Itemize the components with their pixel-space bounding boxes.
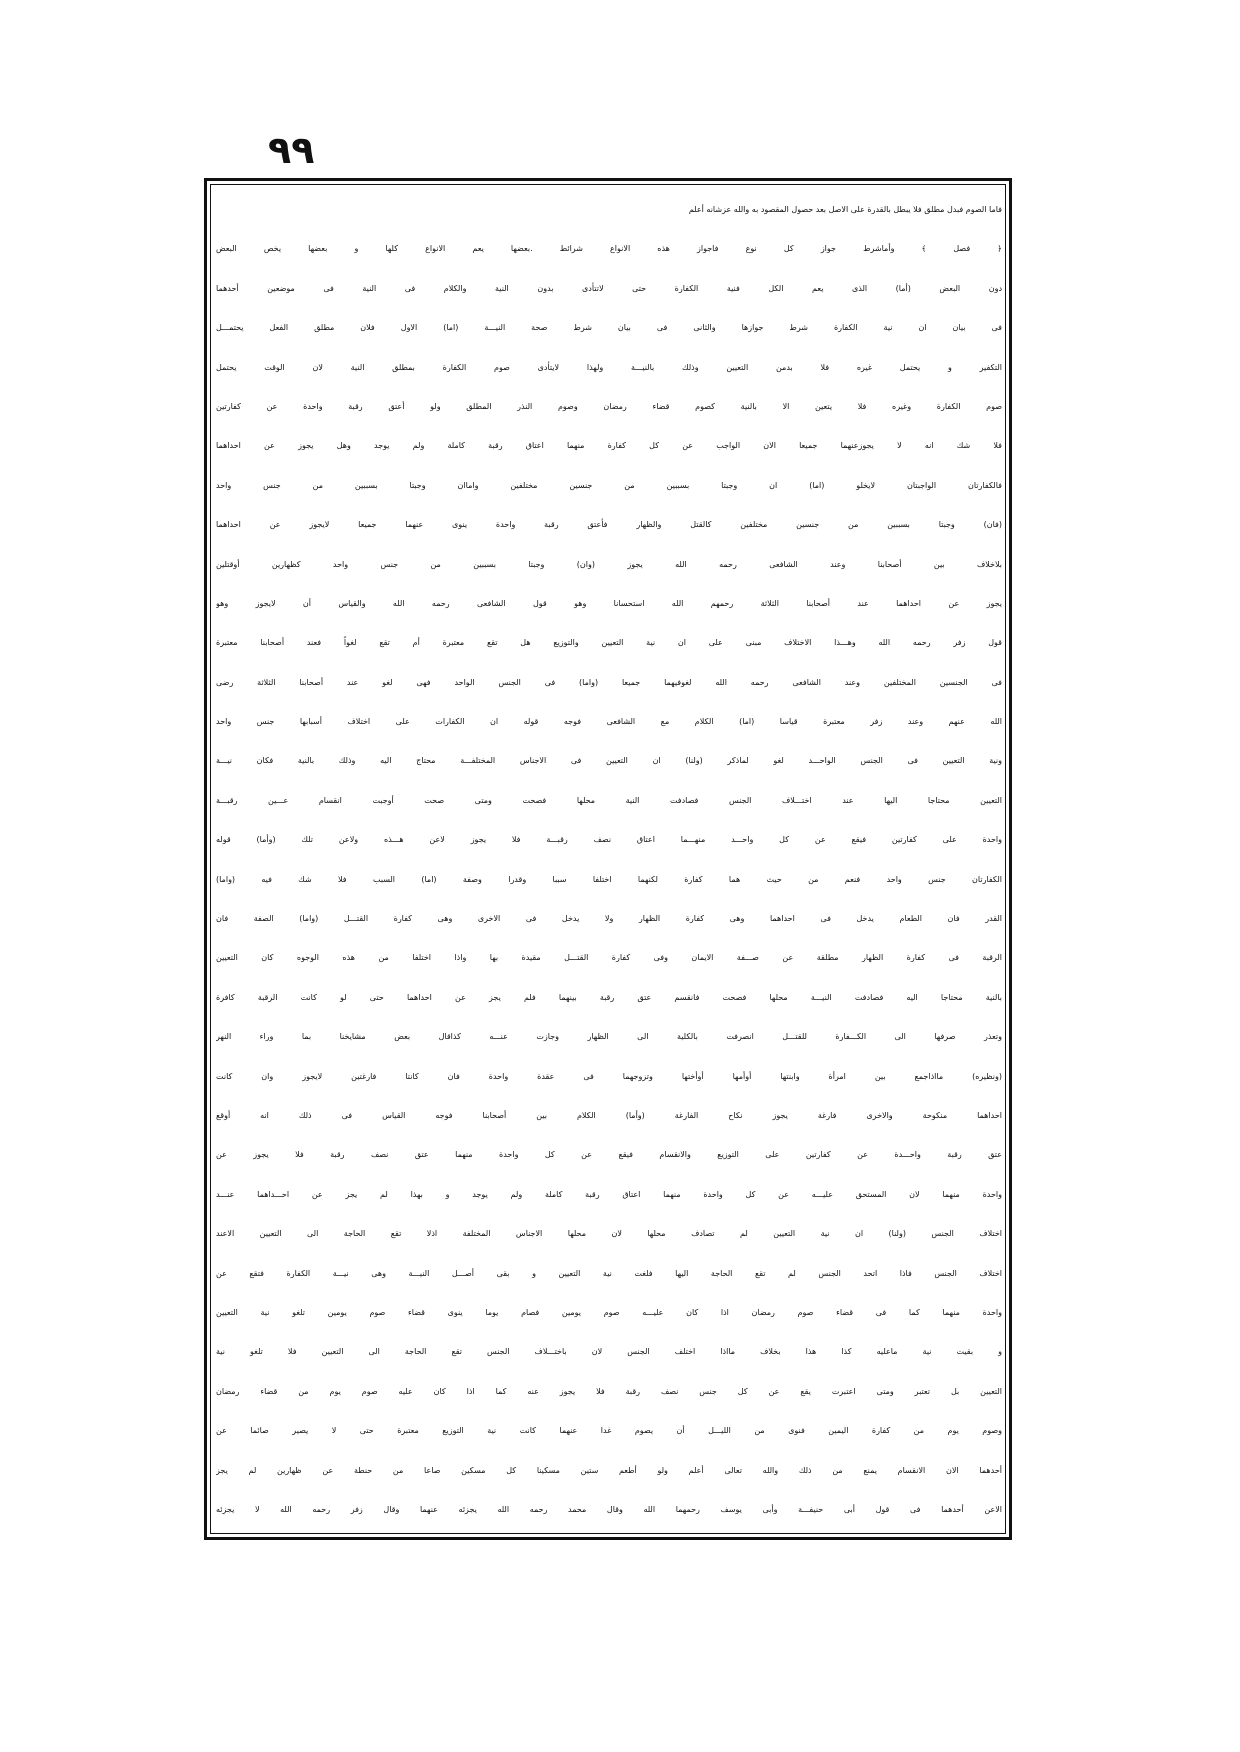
text-line bbox=[216, 269, 1002, 308]
text-line-content: اختلاف الجنس فاذا اتحد الجنس لم تقع الحاجة اليها فلغت نية التعيين و بقى أصـــل النيـــة وهى نيـــة الكفارة فتقع عن bbox=[216, 1268, 1002, 1278]
text-line bbox=[216, 1332, 1002, 1371]
text-line bbox=[216, 387, 1002, 426]
text-line-content: دون البعض (أما) الذى يعم الكل فنية الكفارة حتى لاتتأدى بدون النية والكلام فى النية فى موضعين أحدهما bbox=[216, 283, 1002, 293]
page-number: ٩٩ bbox=[268, 128, 315, 172]
text-line-content: بالنية محتاجا اليه فصادفت النيـــة محلها فصحت فانقسم عتق رقبة بينهما فلم يجز عن احداهما حتى لو كانت الرقبة كافرة bbox=[216, 992, 1002, 1002]
text-line-content: و بقيت نية ماعليه كذا هذا بخلاف مااذا اختلف الجنس لان باختـــلاف الجنس تقع الحاجة الى التعيين فلا تلغو نية bbox=[216, 1347, 1002, 1357]
text-line bbox=[216, 702, 1002, 741]
text-line-content: الله عنهم وعند زفر معتبرة قياسا (اما) الكلام مع الشافعى فوجه قوله ان الكفارات على اختلاف أسبابها جنس واحد bbox=[216, 717, 1002, 727]
text-line bbox=[216, 1254, 1002, 1293]
text-line bbox=[216, 1451, 1002, 1490]
text-line bbox=[216, 1293, 1002, 1332]
text-line-content: وتعذر صرفها الى الكـــفارة للقتـــل انصرفت بالكلية الى الظهار وجازت عنـــه كذاقال بعض مشايخنا بما وراء النهر bbox=[216, 1032, 1002, 1042]
text-line-content: فاما الصوم فبدل مطلق فلا يبطل بالقدرة على الاصل بعد حصول المقصود به والله عزشانه أعلم bbox=[688, 205, 1002, 214]
text-line-content: الاعن أحدهما فى قول أبى حنيفـــة وأبى يوسف رحمهما الله وقال محمد رحمه الله يجزئه عنهما وقال زفر رحمه الله لا يجزئه bbox=[216, 1504, 1002, 1514]
text-line bbox=[216, 308, 1002, 347]
text-line-content: بلاخلاف بين أصحابنا وعند الشافعى رحمه الله يجوز (وان) وجبتا بسببين من جنس واحد كظهارين أوقتلين bbox=[216, 559, 1002, 569]
text-line-content: القدر فان الطعام يدخل فى احداهما وهى كفارة الظهار ولا يدخل فى الاخرى وهى كفارة القتـــل (واما) الصفة فان bbox=[216, 914, 1002, 924]
text-line bbox=[216, 663, 1002, 702]
text-line-content: (ونظيره) مااذاجمع بين امرأة وابنتها أوأمها أوأختها وتزوجهما فى عقدة واحدة فان كانتا فارغتين لايجوز وان كانت bbox=[216, 1071, 1002, 1081]
text-line bbox=[216, 505, 1002, 544]
text-line bbox=[216, 938, 1002, 977]
text-line bbox=[216, 1096, 1002, 1135]
text-line bbox=[216, 1017, 1002, 1056]
text-line-content: واحدة منهما كما فى قضاء صوم رمضان اذا كان عليـــه صوم يومين فصام يوما ينوى قضاء صوم يومين تلغو نية التعيين bbox=[216, 1307, 1002, 1317]
text-line bbox=[216, 1490, 1002, 1529]
text-line-content: (فان) وجبتا بسببين من جنسين مختلفين كالقتل والظهار فأعتق رقبة واحدة ينوى عنهما جميعا لايجوز عن احداهما bbox=[216, 520, 1002, 530]
text-line-content: وصوم يوم من كفارة اليمين فنوى من الليـــل أن يصوم غدا عنهما كانت نية التوزيع معتبرة حتى لا يصير صائما عن bbox=[216, 1426, 1002, 1436]
text-line bbox=[216, 741, 1002, 780]
text-line-content: فى الجنسين المختلفين وعند الشافعى رحمه الله لغوفيهما جميعا (واما) فى الجنس الواحد فهى لغو عند أصحابنا الثلاثة رضى bbox=[216, 677, 1002, 687]
text-line-content: واحدة على كفارتين فيقع عن كل واحـــد منهـــما اعتاق نصف رقبـــة فلا يجوز لاعن هـــذه ولاعن تلك (وأما) قوله bbox=[216, 835, 1002, 845]
text-line bbox=[216, 1135, 1002, 1174]
text-line bbox=[216, 899, 1002, 938]
text-line bbox=[216, 348, 1002, 387]
text-line-content: التعيين بل تعتبر ومتى اعتبرت يقع عن كل جنس نصف رقبة فلا يجوز عنه كما اذا كان عليه صوم يوم من قضاء رمضان bbox=[216, 1386, 1002, 1396]
text-line-content: الكفارتان جنس واحد فنعم من حيث هما كفارة لكنهما اختلفا سببا وقدرا وصفة (اما) السبب فلا شك فيه (واما) bbox=[216, 874, 1002, 884]
text-line bbox=[216, 545, 1002, 584]
text-line-content: ﴿ فصل ﴾ وأماشرط جواز كل نوع فاجواز هذه الانواع شرائط .بعضها يعم الانواع كلها و بعضها يخص البعض bbox=[216, 244, 1002, 254]
text-line-content: قول زفر رحمه الله وهـــذا الاختلاف مبنى على ان نية التعيين والتوزيع هل تقع معتبرة أم تقع لغواً فعند أصحابنا معتبرة bbox=[216, 638, 1002, 648]
text-line-content: الرقبة فى كفارة الظهار مطلقة عن صـــفة الايمان وفى كفارة القتـــل مقيدة بها واذا اختلفا من هذه الوجوه كان التعيين bbox=[216, 953, 1002, 963]
text-line bbox=[216, 820, 1002, 859]
text-line-content: اختلاف الجنس (ولنا) ان نية التعيين لم تصادف محلها لان محلها الاجناس المختلفة اذلا تقع الحاجة الى التعيين الاعند bbox=[216, 1229, 1002, 1239]
text-line-content: احداهما منكوحة والاخرى فارغة يجوز نكاح الفارغة (وأما) الكلام بين أصحابنا فوجه القياس فى ذلك انه أوقع bbox=[216, 1110, 1002, 1120]
text-line bbox=[216, 584, 1002, 623]
body-text bbox=[216, 190, 1002, 1529]
text-line bbox=[216, 1214, 1002, 1253]
text-line-content: ونية التعيين فى الجنس الواحـــد لغو لماذكر (ولنا) ان التعيين فى الاجناس المختلفـــة محتاج اليه وذلك بالنية فكان نيـــة bbox=[216, 756, 1002, 766]
text-line-content: عتق رقبة واحـــدة عن كفارتين على التوزيع والانقسام فيقع عن كل واحدة منهما عتق نصف رقبة فلا يجوز عن bbox=[216, 1150, 1002, 1160]
text-line bbox=[216, 1372, 1002, 1411]
text-line bbox=[216, 781, 1002, 820]
text-line bbox=[216, 978, 1002, 1017]
text-line-content: يجوز عن احداهما عند أصحابنا الثلاثة رحمهم الله استحسانا وهو قول الشافعى رحمه الله والقياس أن لايجوز وهو bbox=[216, 598, 1002, 608]
text-line-content: التعيين محتاجا اليها عند اختـــلاف الجنس فصادفت النية محلها فصحت ومتى صحت أوجبت انقسام عـــين رقبـــة bbox=[216, 795, 1002, 805]
text-line-content: صوم الكفارة وغيره فلا يتعين الا بالنية كصوم قضاء رمضان وصوم النذر المطلق ولو أعتق رقبة واحدة عن كفارتين bbox=[216, 401, 1002, 411]
text-line-content: فالكفارتان الواجبتان لايخلو (اما) ان وجبتا بسببين من جنسين مختلفين واماان وجبتا بسببين من جنس واحد bbox=[216, 480, 1002, 490]
text-line bbox=[216, 1175, 1002, 1214]
text-line bbox=[216, 426, 1002, 465]
text-line bbox=[216, 1057, 1002, 1096]
text-line-content: التكفير و يحتمل غيره فلا بدمن التعيين وذلك بالنيـــة ولهذا لايتأدى صوم الكفارة بمطلق النية لان الوقت يحتمل bbox=[216, 362, 1002, 372]
text-line bbox=[216, 860, 1002, 899]
section-heading-line bbox=[216, 229, 1002, 268]
text-line bbox=[216, 466, 1002, 505]
text-line-content: فلا شك انه لا يجوزعنهما جميعا الان الواجب عن كل كفارة منهما اعتاق رقبة كاملة ولم يوجد وهل يجوز عن احداهما bbox=[216, 441, 1002, 451]
text-line-content: فى بيان ان نية الكفارة شرط جوازها والثانى فى بيان شرط صحة النيـــة (اما) الاول فلان مطلق الفعل يحتمـــل bbox=[216, 323, 1002, 333]
text-line bbox=[216, 190, 1002, 229]
text-line-content: واحدة منهما لان المستحق عليـــه عن كل واحدة منهما اعتاق رقبة كاملة ولم يوجد و بهذا لم يجز عن احـــداهما عنـــد bbox=[216, 1189, 1002, 1199]
text-line bbox=[216, 1411, 1002, 1450]
text-line bbox=[216, 623, 1002, 662]
text-line-content: أحدهما الان الانقسام يمنع من ذلك والله تعالى أعلم ولو أطعم ستين مسكينا كل مسكين صاعا من حنطة عن ظهارين لم يجز bbox=[216, 1465, 1002, 1475]
